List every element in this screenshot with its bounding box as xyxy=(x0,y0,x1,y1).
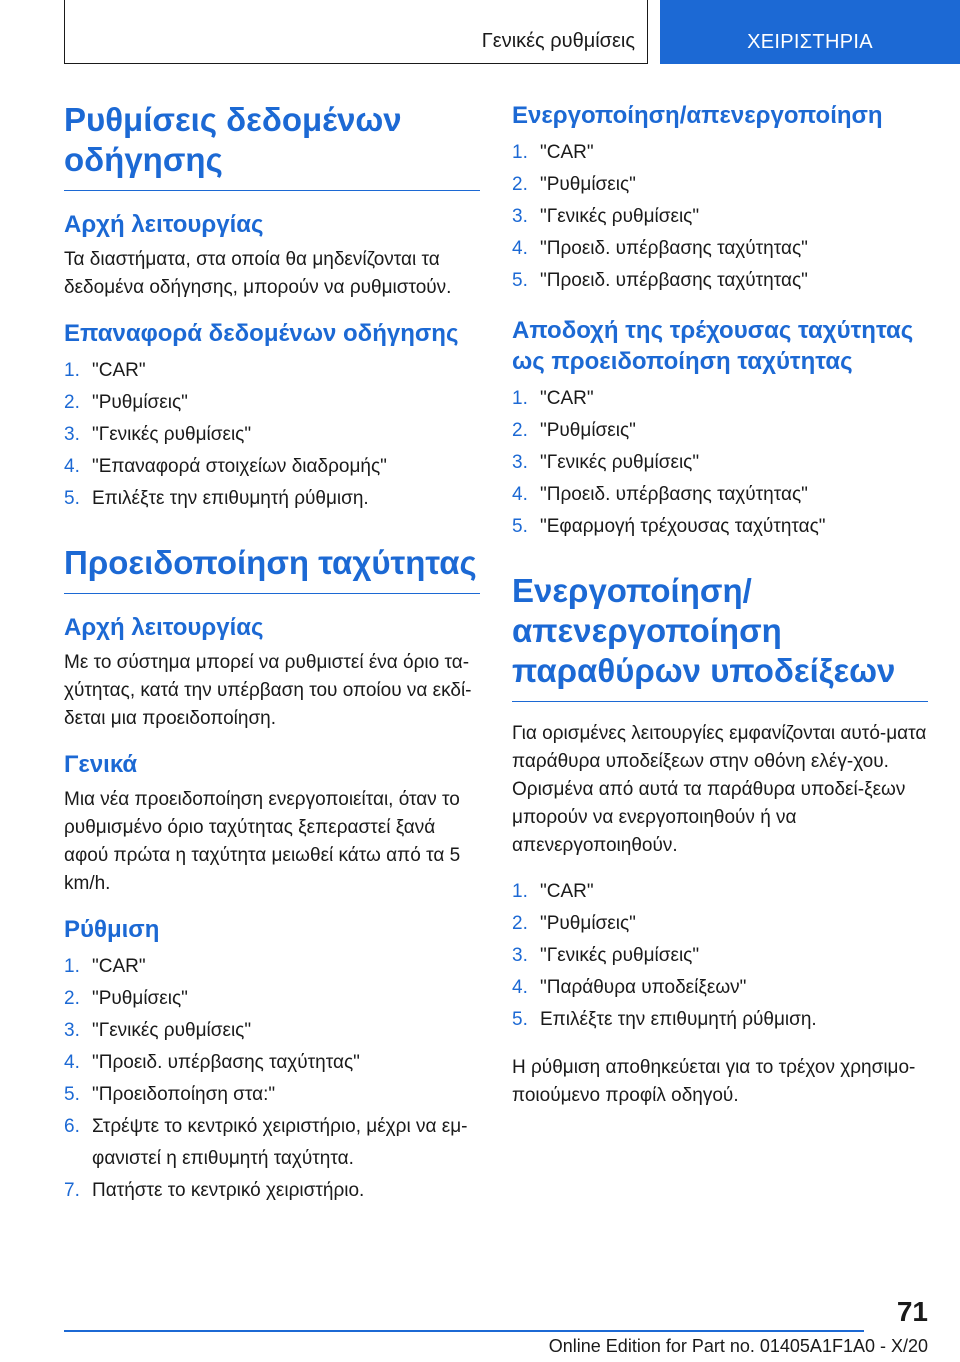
list-item xyxy=(64,355,480,387)
setting-steps-list xyxy=(64,951,480,1207)
step-number: 1. xyxy=(512,388,528,409)
step-text: Πατήστε το κεντρικό χειριστήριο. xyxy=(92,1180,365,1201)
list-item xyxy=(512,479,928,511)
list-item xyxy=(512,511,928,543)
step-number: 3. xyxy=(64,1020,80,1041)
heading-general: Γενικά xyxy=(64,751,138,778)
list-item xyxy=(64,1175,480,1207)
list-item xyxy=(64,451,480,483)
list-item xyxy=(512,908,928,940)
step-text: Στρέψτε το κεντρικό χειριστήριο, μέχρι να εμ-φανιστεί η επιθυμητή ταχύτητα. xyxy=(92,1116,468,1169)
step-number: 1. xyxy=(512,142,528,163)
general-text: Μια νέα προειδοποίηση ενεργοποιείται, όταν το ρυθμισμένο όριο ταχύτητας ξεπεραστεί ξανά αφού πρώτα η ταχύτητα μειωθεί κάτω από τα 5 km/h. xyxy=(64,789,461,894)
header-section-title: Γενικές ρυθμίσεις xyxy=(481,30,635,52)
heading-accept-current-speed: Αποδοχή της τρέχουσας ταχύτητας ως προειδοποίηση ταχύτητας xyxy=(512,317,914,375)
heading-activate-deactivate: Ενεργοποίηση/απενεργοποίηση xyxy=(512,102,883,129)
step-number: 4. xyxy=(512,484,528,505)
list-item xyxy=(512,383,928,415)
step-text: "CAR" xyxy=(540,142,594,163)
list-item xyxy=(512,1004,928,1036)
closing-text: Η ρύθμιση αποθηκεύεται για το τρέχον χρησιμο-ποιούμενο προφίλ οδηγού. xyxy=(512,1057,916,1106)
step-number: 2. xyxy=(64,392,80,413)
step-number: 1. xyxy=(64,360,80,381)
step-text: "Γενικές ρυθμίσεις" xyxy=(540,945,700,966)
step-text: "Προειδ. υπέρβασης ταχύτητας" xyxy=(540,238,808,259)
heading-reset-driving-data: Επαναφορά δεδομένων οδήγησης xyxy=(64,320,459,347)
list-item xyxy=(64,1015,480,1047)
step-text: "Ρυθμίσεις" xyxy=(540,913,636,934)
step-text: "Παράθυρα υποδείξεων" xyxy=(540,977,747,998)
step-number: 6. xyxy=(64,1116,80,1137)
step-text: "Ρυθμίσεις" xyxy=(92,988,188,1009)
step-text: "Γενικές ρυθμίσεις" xyxy=(92,424,252,445)
list-item xyxy=(64,983,480,1015)
step-text: "CAR" xyxy=(540,388,594,409)
list-item xyxy=(64,1079,480,1111)
list-item xyxy=(512,447,928,479)
step-number: 4. xyxy=(512,238,528,259)
step-text: "Ρυθμίσεις" xyxy=(540,174,636,195)
step-text: "Γενικές ρυθμίσεις" xyxy=(92,1020,252,1041)
step-text: "Ρυθμίσεις" xyxy=(92,392,188,413)
step-number: 7. xyxy=(64,1180,80,1201)
step-text: "Προειδοποίηση στα:" xyxy=(92,1084,276,1105)
header-section-box xyxy=(64,0,648,64)
footer-edition: Online Edition for Part no. 01405A1F1A0 - X/20 xyxy=(548,1336,928,1356)
list-item xyxy=(512,415,928,447)
step-number: 4. xyxy=(512,977,528,998)
step-number: 4. xyxy=(64,456,80,477)
list-item xyxy=(64,1111,480,1175)
step-number: 5. xyxy=(512,516,528,537)
step-number: 5. xyxy=(512,270,528,291)
step-text: "CAR" xyxy=(92,956,146,977)
list-item xyxy=(512,169,928,201)
step-text: Επιλέξτε την επιθυμητή ρύθμιση. xyxy=(92,488,369,509)
right-column xyxy=(512,100,928,1126)
heading-principle: Αρχή λειτουργίας xyxy=(64,211,264,238)
list-item xyxy=(64,951,480,983)
step-text: "Εφαρμογή τρέχουσας ταχύτητας" xyxy=(540,516,826,537)
step-number: 3. xyxy=(512,206,528,227)
step-text: Επιλέξτε την επιθυμητή ρύθμιση. xyxy=(540,1009,817,1030)
step-text: "CAR" xyxy=(92,360,146,381)
title-speed-warning: Προειδοποίηση ταχύτητας xyxy=(64,543,480,594)
list-item xyxy=(512,233,928,265)
step-number: 2. xyxy=(512,174,528,195)
step-text: "Προειδ. υπέρβασης ταχύτητας" xyxy=(92,1052,360,1073)
popup-steps-list xyxy=(512,876,928,1036)
title-driving-data-settings: Ρυθμίσεις δεδομένων οδήγησης xyxy=(64,100,480,191)
step-number: 1. xyxy=(512,881,528,902)
step-number: 5. xyxy=(64,488,80,509)
footer-divider xyxy=(64,1330,864,1332)
list-item xyxy=(512,137,928,169)
list-item xyxy=(512,940,928,972)
popup-text: Για ορισμένες λειτουργίες εμφανίζονται αυτό-ματα παράθυρα υποδείξεων στην οθόνη ελέγ-χου. Ορισμένα από αυτά τα παράθυρα υποδεί-ξεων μπορούν να ενεργοποιηθούν ή να απενεργοποιηθούν. xyxy=(512,723,927,856)
list-item xyxy=(512,201,928,233)
list-item xyxy=(64,387,480,419)
heading-setting: Ρύθμιση xyxy=(64,916,160,943)
step-number: 4. xyxy=(64,1052,80,1073)
step-text: "Γενικές ρυθμίσεις" xyxy=(540,206,700,227)
step-number: 2. xyxy=(512,913,528,934)
reset-steps-list xyxy=(64,355,480,515)
step-number: 2. xyxy=(64,988,80,1009)
step-text: "Προειδ. υπέρβασης ταχύτητας" xyxy=(540,270,808,291)
toggle-steps-list xyxy=(512,137,928,297)
list-item xyxy=(64,419,480,451)
step-number: 5. xyxy=(64,1084,80,1105)
step-number: 1. xyxy=(64,956,80,977)
step-number: 5. xyxy=(512,1009,528,1030)
step-number: 3. xyxy=(64,424,80,445)
step-text: "Προειδ. υπέρβασης ταχύτητας" xyxy=(540,484,808,505)
heading-principle-speed: Αρχή λειτουργίας xyxy=(64,614,264,641)
step-text: "Ρυθμίσεις" xyxy=(540,420,636,441)
header-chapter-tab xyxy=(660,0,960,64)
list-item xyxy=(64,483,480,515)
step-text: "Γενικές ρυθμίσεις" xyxy=(540,452,700,473)
list-item xyxy=(64,1047,480,1079)
list-item xyxy=(512,972,928,1004)
list-item xyxy=(512,876,928,908)
step-number: 2. xyxy=(512,420,528,441)
left-column xyxy=(64,100,480,1225)
accept-steps-list xyxy=(512,383,928,543)
principle-speed-text: Με το σύστημα μπορεί να ρυθμιστεί ένα όριο τα-χύτητας, κατά την υπέρβαση του οποίου να εκδί-δεται μια προειδοποίηση. xyxy=(64,652,472,729)
step-number: 3. xyxy=(512,452,528,473)
principle-text: Τα διαστήματα, στα οποία θα μηδενίζονται τα δεδομένα οδήγησης, μπορούν να ρυθμιστούν. xyxy=(64,249,452,298)
header-chapter-label: ΧΕΙΡΙΣΤΗΡΙΑ xyxy=(747,31,873,53)
step-text: "Επαναφορά στοιχείων διαδρομής" xyxy=(92,456,387,477)
step-text: "CAR" xyxy=(540,881,594,902)
page-number: 71 xyxy=(896,1296,928,1327)
title-popup-windows: Ενεργοποίηση/απενεργοποίηση παραθύρων υποδείξεων xyxy=(512,571,928,702)
list-item xyxy=(512,265,928,297)
step-number: 3. xyxy=(512,945,528,966)
